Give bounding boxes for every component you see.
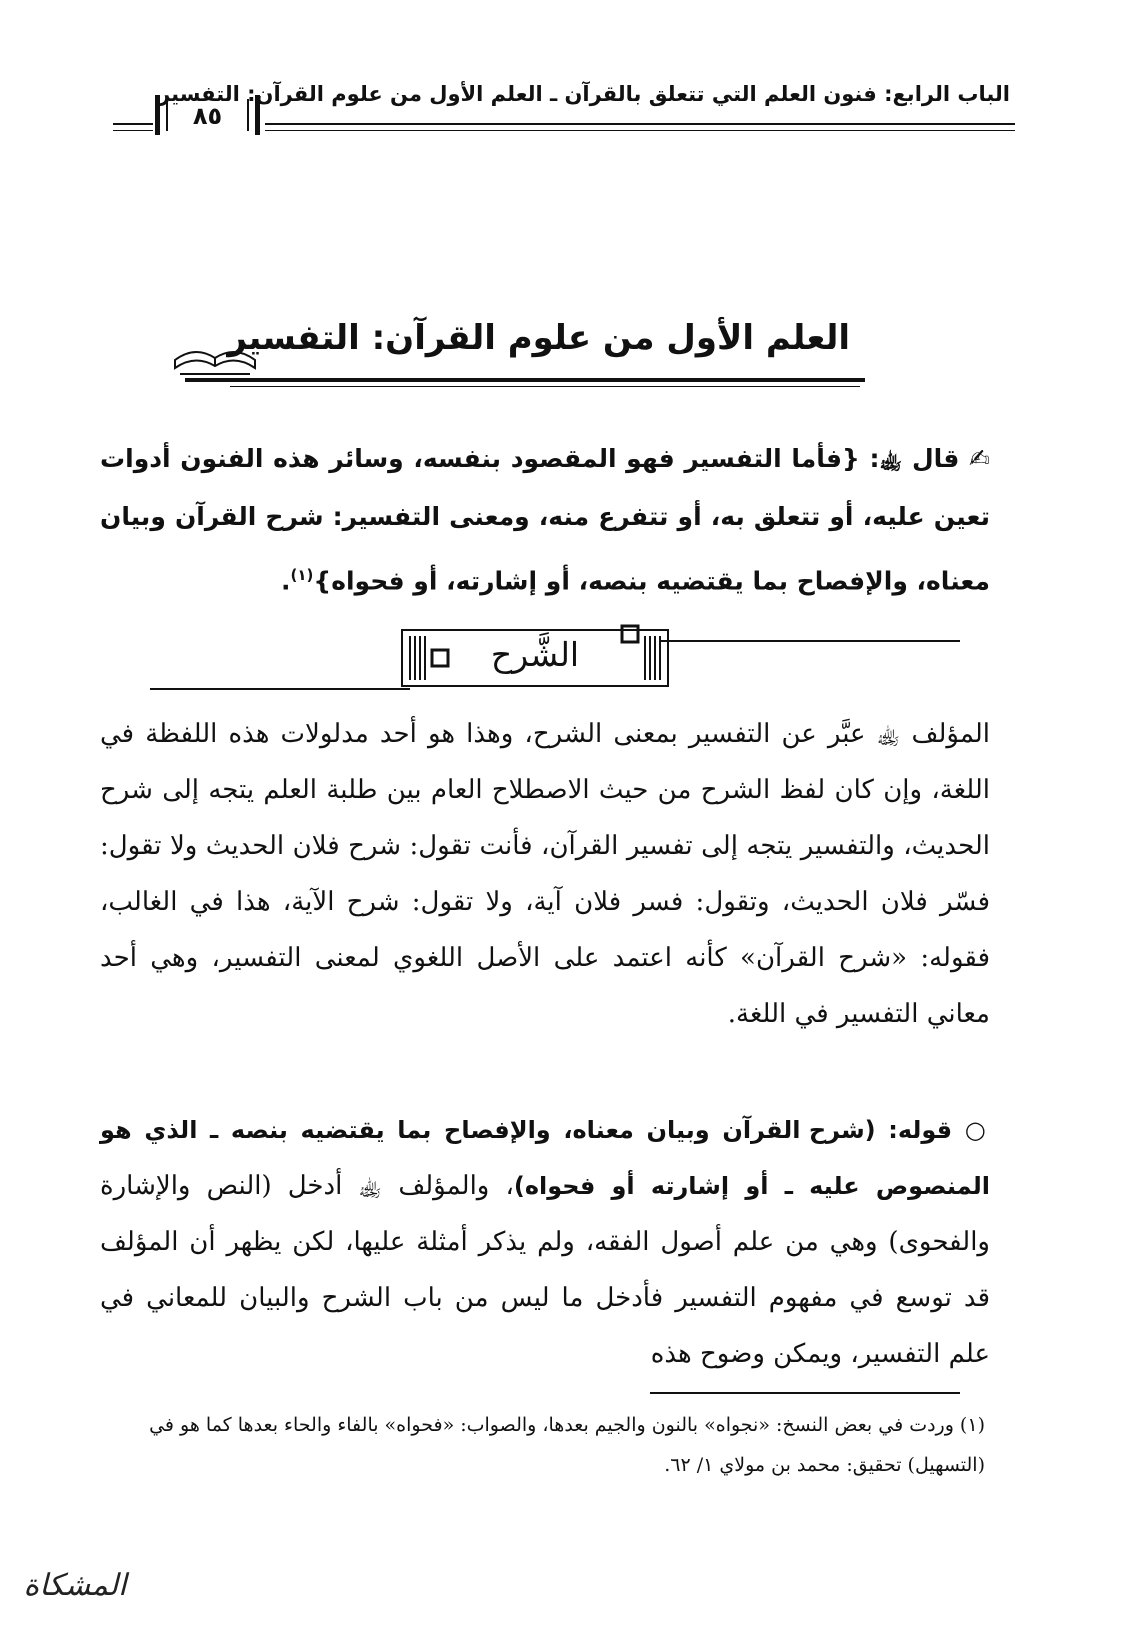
commentary-paragraph-2 <box>100 1102 990 1382</box>
header-rule-left-thin <box>113 130 153 131</box>
commentary-lead: ○ قوله: <box>888 1116 991 1144</box>
open-book-icon <box>170 330 260 380</box>
commentary-paragraph: المؤلف ﵀ عبَّر عن التفسير بمعنى الشرح، وهذا هو أحد مدلولات هذه اللفظة في اللغة، وإن كان لفظ الشرح من حيث الاصطلاح العام بين طلبة العلم يتجه إلى شرح الحديث، والتفسير يتجه إلى تفسير القرآن، فأنت تقول: شرح فلان الحديث ولا تقول: فسّر فلان الحديث، وتقول: فسر فلان آية، ولا تقول: شرح الآية، هذا في الغالب، فقوله: «شرح القرآن» كأنه اعتمد على الأصل اللغوي لمعنى التفسير، وهي أحد معاني التفسير في اللغة. <box>100 719 990 1029</box>
explanation-title: الشَّرح <box>490 635 580 674</box>
section-rule-thin <box>230 386 860 387</box>
banner-rule-left <box>150 688 410 690</box>
publisher-logo <box>10 1560 140 1630</box>
header-rule <box>265 123 1015 125</box>
section-rule <box>185 378 865 382</box>
section-title: العلم الأول من علوم القرآن: التفسير <box>227 318 850 358</box>
page-number-box <box>155 95 260 135</box>
header-rule-thin <box>265 130 1015 131</box>
quote-text: ✍ قال ﵀: {فأما التفسير فهو المقصود بنفسه، وسائر هذه الفنون أدوات تعين عليه، أو تتعلق به، أو تتفرع منه، ومعنى التفسير: شرح القرآن وبيان معناه، والإفصاح بما يقتضيه بنصه، أو إشارته، أو فحواه} <box>100 444 990 596</box>
page-number: ٨٥ <box>192 102 223 130</box>
banner-rule-right <box>660 640 960 642</box>
logo-text: المشكاة <box>23 1568 127 1603</box>
commentary-rest: ، والمؤلف ﵀ أدخل (النص والإشارة والفحوى) وهي من علم أصول الفقه، ولم يذكر أمثلة عليها، لكن يظهر أن المؤلف قد توسع في مفهوم التفسير فأدخل ما ليس من باب الشرح والبيان للمعاني في علم التفسير، ويمكن وضوح هذه <box>100 1171 990 1369</box>
footnote-rule <box>650 1392 960 1394</box>
footnote: (١) وردت في بعض النسخ: «نجواه» بالنون والجيم بعدها، والصواب: «فحواه» بالفاء والحاء بعدها كما هو في (التسهيل) تحقيق: محمد بن مولاي ١/ ٦٢. <box>149 1414 985 1476</box>
footnote-marker: (١) <box>290 566 314 584</box>
header-rule-left <box>113 123 153 125</box>
commentary-bold-quote: (شرح القرآن وبيان معناه، والإفصاح بما يقتضيه بنصه ـ الذي هو المنصوص عليه ـ أو إشارته أو فحواه) <box>100 1116 990 1200</box>
quote-block <box>100 430 990 610</box>
running-header: الباب الرابع: فنون العلم التي تتعلق بالقرآن ـ العلم الأول من علوم القرآن: التفسير <box>158 82 1010 106</box>
quote-end: . <box>281 566 291 596</box>
